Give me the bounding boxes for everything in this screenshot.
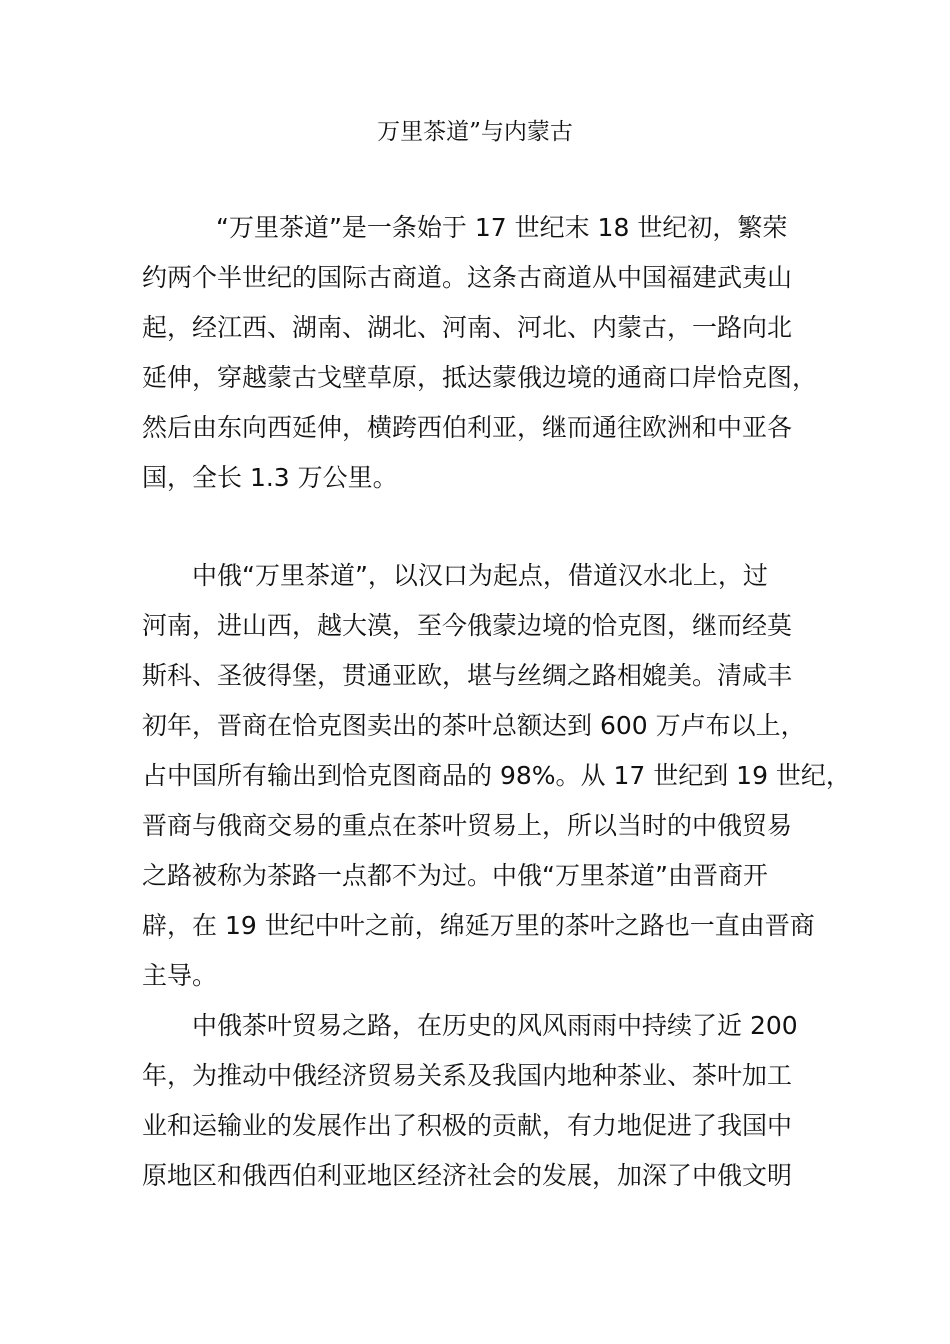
document-title: 万里茶道”与内蒙古 — [377, 119, 573, 145]
paragraph-2-line-6: 晋商与俄商交易的重点在茶叶贸易上，所以当时的中俄贸易 — [142, 811, 793, 840]
paragraph-1-line-4: 延伸，穿越蒙古戈壁草原，抵达蒙俄边境的通商口岸恰克图， — [142, 363, 818, 392]
paragraph-2-line-4: 初年，晋商在恰克图卖出的茶叶总额达到 600 万卢布以上， — [142, 711, 806, 740]
paragraph-2-line-2: 河南，进山西，越大漠，至今俄蒙边境的恰克图，继而经莫 — [142, 611, 793, 640]
paragraph-1-line-3: 起，经江西、湖南、湖北、河南、河北、内蒙古，一路向北 — [142, 313, 793, 342]
paragraph-3-line-1: 中俄茶叶贸易之路，在历史的风风雨雨中持续了近 200 — [192, 1011, 798, 1040]
paragraph-2-line-7: 之路被称为茶路一点都不为过。中俄“万里茶道”由晋商开 — [142, 861, 768, 890]
paragraph-3-line-4: 原地区和俄西伯利亚地区经济社会的发展，加深了中俄文明 — [142, 1161, 793, 1190]
paragraph-3-line-3: 业和运输业的发展作出了积极的贡献，有力地促进了我国中 — [142, 1111, 793, 1140]
paragraph-1-line-1: “万里茶道”是一条始于 17 世纪末 18 世纪初，繁荣 — [216, 213, 788, 242]
paragraph-1-line-2: 约两个半世纪的国际古商道。这条古商道从中国福建武夷山 — [142, 263, 793, 292]
paragraph-3-line-2: 年，为推动中俄经济贸易关系及我国内地种茶业、茶叶加工 — [142, 1061, 793, 1090]
paragraph-2-line-9: 主导。 — [142, 961, 218, 990]
paragraph-2-line-5: 占中国所有输出到恰克图商品的 98%。从 17 世纪到 19 世纪， — [142, 761, 851, 790]
paragraph-2-line-3: 斯科、圣彼得堡，贯通亚欧，堪与丝绸之路相媲美。清咸丰 — [142, 661, 793, 690]
paragraph-2-line-8: 辟，在 19 世纪中叶之前，绵延万里的茶叶之路也一直由晋商 — [142, 911, 815, 940]
paragraph-1-line-6: 国，全长 1.3 万公里。 — [142, 463, 398, 492]
paragraph-1-line-5: 然后由东向西延伸，横跨西伯利亚，继而通往欧洲和中亚各 — [142, 413, 793, 442]
paragraph-2-line-1: 中俄“万里茶道”，以汉口为起点，借道汉水北上，过 — [192, 561, 768, 590]
